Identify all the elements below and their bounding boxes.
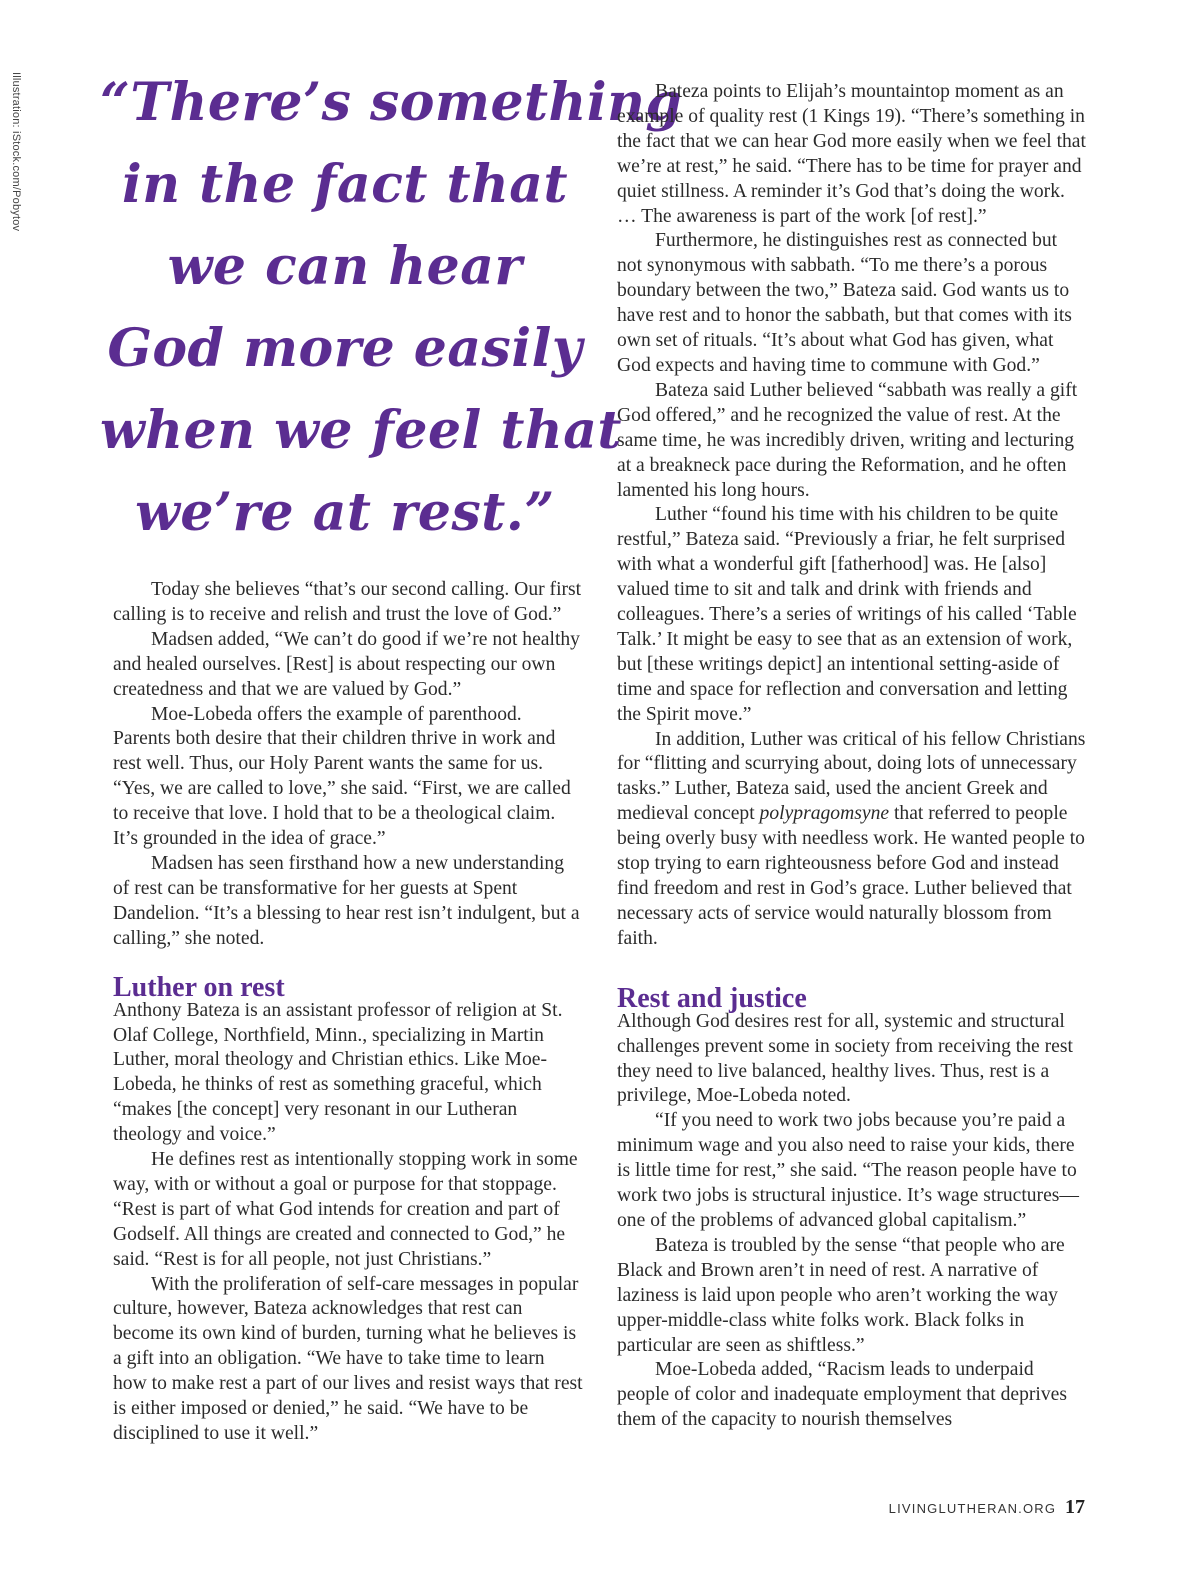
left-column (113, 578, 583, 1447)
paragraph-text: In addition, Luther was critical of his fellow Christians for “flitting and scurrying about, doing lots of unnecessary tasks.” Luther, Bateza said, used the ancient Greek and medieval concept (617, 728, 1086, 825)
body-paragraph: Bateza is troubled by the sense “that people who are Black and Brown aren’t in need of rest. A narrative of laziness is laid upon people who aren’t working the way upper-middle-class white folks work. Black folks in particular are seen as shiftless.” (617, 1234, 1065, 1356)
pull-quote-line: “There’s something (100, 72, 683, 133)
pull-quote (100, 62, 683, 554)
pull-quote-line: we can hear (167, 236, 523, 297)
body-paragraph: Although God desires rest for all, systemic and structural challenges prevent some in society from receiving the rest they need to live balanced, healthy lives. Thus, rest is a privilege, Moe-Lobeda noted. (617, 1010, 1073, 1107)
body-paragraph: Anthony Bateza is an assistant professor of religion at St. Olaf College, Northfield, Minn., specializing in Martin Luther, moral theology and Christian ethics. Like Moe-Lobeda, he thinks of rest as something graceful, which “makes [the concept] very resonant in our Lutheran theology and voice.” (113, 999, 563, 1146)
pull-quote-line: we’re at rest.” (135, 482, 555, 543)
body-paragraph: He defines rest as intentionally stopping work in some way, with or without a goal or purpose for that stoppage. “Rest is part of what God intends for creation and part of Godself. All things are created and connected to God,” he said. “Rest is for all people, not just Christians.” (113, 1149, 578, 1270)
page-footer (889, 1496, 1085, 1519)
body-paragraph: Furthermore, he distinguishes rest as connected but not synonymous with sabbath. “To me there’s a porous boundary between the two,” Bateza said. God wants us to have rest and to honor the sabbath, but that comes with its own set of rituals. “It’s about what God has given, what God expects and having time to commune with God.” (617, 230, 1072, 376)
italic-term: polypragomsyne (759, 803, 890, 825)
body-paragraph: “If you need to work two jobs because you’re paid a minimum wage and you also need to raise your kids, there is little time for rest,” she said. “The reason people have to work two jobs is structural injustice. It’s wage structures—one of the problems of advanced global capitalism.” (617, 1110, 1080, 1231)
body-paragraph: With the proliferation of self-care messages in popular culture, however, Bateza acknowledges that rest can become its own kind of burden, turning what he believes is a gift into an obligation. “We have to take time to learn how to make rest a part of our lives and resist ways that rest is either imposed or denied,” he said. “We have to be disciplined to use it well.” (113, 1273, 583, 1444)
body-paragraph: Bateza said Luther believed “sabbath was really a gift God offered,” and he recognized the value of rest. At the same time, he was incredibly driven, writing and lecturing at a breakneck pace during the Reformation, and he often lamented his long hours. (617, 379, 1078, 501)
pull-quote-line: God more easily (107, 318, 583, 379)
footer-site: LIVINGLUTHERAN.ORG (888, 1501, 1057, 1516)
body-paragraph: Bateza points to Elijah’s mountaintop moment as an example of quality rest (1 Kings 19). “There’s something in the fact that we can hear God more easily when we feel that we’re at rest,” he said. “There has to be time for prayer and quiet stillness. A reminder it’s God that’s doing the work. … The awareness is part of the work [of rest].” (617, 81, 1086, 227)
pull-quote-line: when we feel that (100, 400, 622, 461)
body-paragraph (617, 728, 1087, 952)
paragraph-text: that referred to people being overly busy with needless work. He wanted people to stop trying to earn righteousness before God and instead find freedom and rest in God’s grace. Luther believed that necessary acts of service would naturally blossom from faith. (617, 803, 1085, 949)
pull-quote-line: in the fact that (121, 154, 569, 215)
illustration-credit: Illustration: iStock.com/Pobytov (10, 72, 22, 232)
body-paragraph: Madsen added, “We can’t do good if we’re not healthy and healed ourselves. [Rest] is about respecting our own createdness and that we are valued by God.” (113, 628, 580, 700)
body-paragraph: Moe-Lobeda added, “Racism leads to underpaid people of color and inadequate employment that deprives them of the capacity to nourish themselves (617, 1359, 1067, 1431)
section-heading-rest-and-justice: Rest and justice (617, 982, 807, 1014)
body-paragraph: Madsen has seen firsthand how a new understanding of rest can be transformative for her guests at Spent Dandelion. “It’s a blessing to hear rest isn’t indulgent, but a calling,” she noted. (113, 852, 580, 949)
section-heading-luther-on-rest: Luther on rest (113, 971, 285, 1003)
right-column (617, 80, 1087, 1433)
body-paragraph: Today she believes “that’s our second calling. Our first calling is to receive and relish and trust the love of God.” (113, 579, 582, 625)
body-paragraph: Moe-Lobeda offers the example of parenthood. Parents both desire that their children thrive in work and rest well. Thus, our Holy Parent wants the same for us. “Yes, we are called to love,” she said. “First, we are called to receive that love. I hold that to be a theological claim. It’s grounded in the idea of grace.” (113, 703, 571, 850)
page-number: 17 (1065, 1496, 1085, 1518)
body-paragraph: Luther “found his time with his children to be quite restful,” Bateza said. “Previously a friar, he felt surprised with what a wonderful gift [fatherhood] was. He [also] valued time to sit and talk and drink with friends and colleagues. There’s a series of writings of his called ‘Table Talk.’ It might be easy to see that as an extension of work, but [these writings depict] an intentional setting-aside of time and space for reflection and conversation and letting the Spirit move.” (617, 504, 1077, 725)
